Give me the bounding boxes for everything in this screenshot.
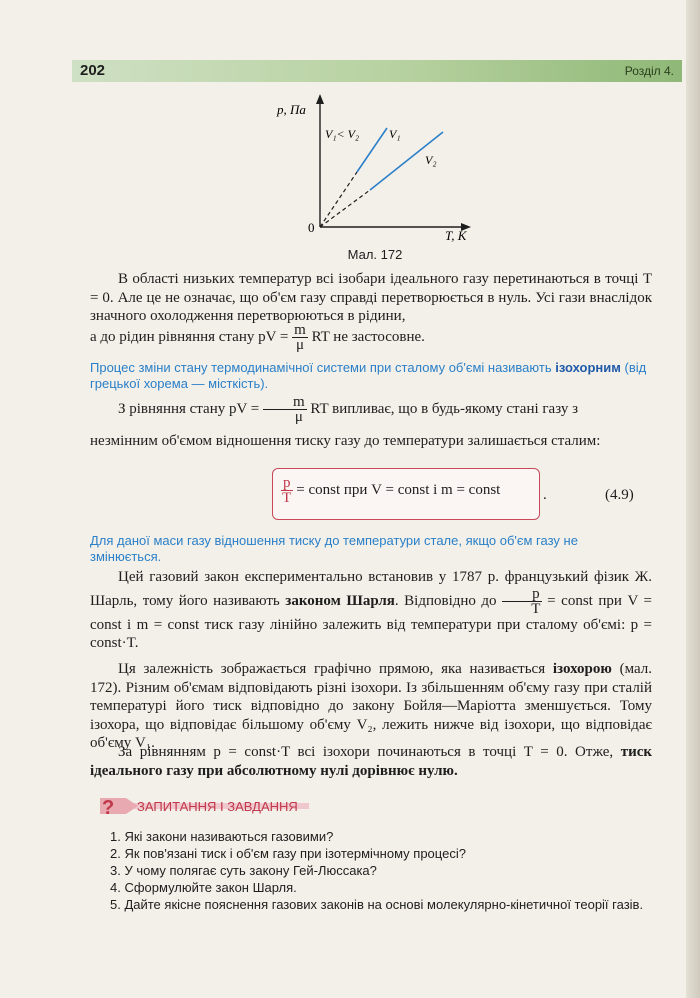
charles-law-term: законом Шарля (285, 592, 395, 609)
fraction-numerator: m (263, 395, 307, 410)
fraction-numerator: p (502, 587, 542, 602)
v1-label: V₁ (389, 127, 401, 141)
paragraph-charles (90, 568, 652, 653)
fraction-denominator: μ (295, 337, 304, 353)
para2-pre: З рівняння стану pV = (118, 400, 260, 417)
y-axis-arrow (316, 94, 324, 104)
formula-dot: . (543, 487, 547, 503)
page-number: 202 (80, 62, 106, 79)
y-axis-label: p, Па (277, 102, 306, 117)
figure-caption: Мал. 172 (347, 247, 403, 262)
fraction-numerator: p (283, 475, 291, 491)
page-edge (686, 0, 700, 998)
question-mark-icon: ? (102, 797, 115, 818)
paragraph-low-temperature: В області низьких температур всі ізобари ідеального газу перетинаються в точці T = 0. Але це не означає, що об'єм газу справді перетворюється в нуль. Усі гази внаслідок значного охолодження перетворюються в рідини, (90, 271, 652, 324)
question-item: 3. У чому полягає суть закону Гей-Люссака? (110, 863, 377, 878)
isochoric-definition-text: Процес зміни стану термодинамічної системи при сталому об'ємі називають (90, 360, 552, 375)
paragraph-isochore (90, 660, 652, 753)
fraction-denominator: T (531, 600, 541, 617)
paragraph-state-equation (90, 395, 652, 424)
paragraph-state-equation-cont: незмінним об'ємом відношення тиску газу до температури залишається сталим: (90, 433, 601, 449)
fraction-m-over-mu-2 (263, 395, 307, 424)
isochore-v2-dashed (320, 190, 370, 227)
question-item: 2. Як пов'язані тиск і об'єм газу при ізотермічному процесі? (110, 846, 466, 861)
x-axis-label: T, K (445, 228, 467, 242)
fraction-p-over-t (281, 476, 293, 505)
formula-4-9 (281, 476, 500, 505)
question-item: 5. Дайте якісне пояснення газових законів на основі молекулярно-кінетичної теорії газів. (110, 897, 644, 912)
formula-number: (4.9) (605, 487, 634, 503)
questions-list (110, 829, 655, 914)
para4-a: Ця залежність зображається графічно прямою, яка називається (118, 661, 546, 677)
para1-end-pre: а до рідин рівняння стану pV = (90, 328, 289, 345)
isochore-graph (275, 92, 495, 242)
paragraph-low-temperature-end (90, 323, 652, 352)
header-band (72, 60, 682, 82)
charles-law-statement: Для даної маси газу відношення тиску до температури стале, якщо об'єм газу не змінюється. (90, 533, 578, 564)
questions-title: ЗАПИТАННЯ І ЗАВДАННЯ (137, 799, 298, 814)
formula-4-9-box (272, 468, 540, 520)
para3-a: Цей газовий закон експериментально встановив у 1787 р. французький фізик Ж. Шарль, тому його називають (90, 569, 652, 609)
chapter-label: Розділ 4. (624, 64, 674, 78)
volume-condition-label: V₁< V₂ (325, 127, 360, 141)
para4-b: (мал. 172). Різним об'ємам відповідають різні ізохори. Із збільшенням об'єму газу при сталій температурі його тиск відповідно до закону Бойля—Маріотта зменшується. Тому ізохора, що відповідає більшому об'єму V₂, лежить нижче від ізохори, що відповідає об'єму V₁. (90, 661, 653, 751)
fraction-p-over-t-inline (502, 587, 542, 616)
formula-text: = const при V = const і m = const (296, 481, 501, 498)
isochoric-definition (90, 360, 652, 392)
para1-end-post: RT не застосовне. (311, 328, 425, 345)
v2-label: V₂ (425, 153, 437, 167)
fraction-numerator: m (294, 322, 306, 338)
paragraph-absolute-zero (90, 743, 652, 780)
isochore-term: ізохорою (552, 661, 612, 677)
para3-c: = const при V = const і m = const тиск газу лінійно залежить від температури при сталому об'ємі: p = const·T. (90, 592, 653, 651)
para3-b: . Відповідно до (394, 592, 497, 609)
question-item: 4. Сформулюйте закон Шарля. (110, 880, 297, 895)
fraction-denominator: T (282, 490, 292, 506)
isochore-v1 (357, 128, 387, 172)
para5-a: За рівнянням p = const·T всі ізохори починаються в точці T = 0. Отже, (118, 744, 614, 760)
isochoric-term: ізохорним (555, 360, 621, 375)
fraction-m-over-mu (292, 323, 308, 352)
isochore-v1-dashed (320, 172, 357, 227)
origin-label: 0 (308, 220, 315, 235)
fraction-denominator: μ (294, 409, 303, 425)
para2-post: RT випливає, що в будь-якому стані газу з (310, 400, 578, 417)
isochoric-definition-tail: (від грецької хорема — місткість). (90, 360, 647, 391)
question-item: 1. Які закони називаються газовими? (110, 829, 334, 844)
absolute-zero-conclusion: тиск ідеального газу при абсолютному нулі дорівнює нулю. (90, 744, 653, 779)
